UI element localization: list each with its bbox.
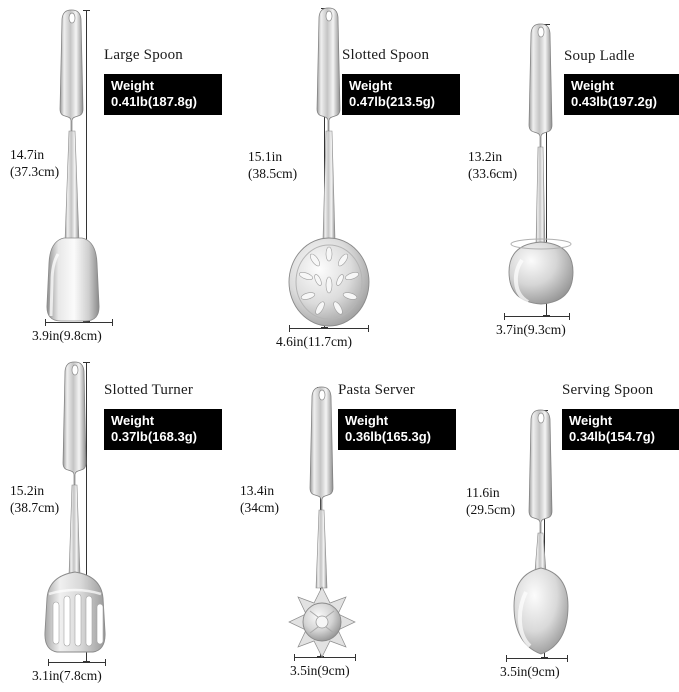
length-cm: (37.3cm) bbox=[10, 164, 60, 179]
item-title: Slotted Turner bbox=[104, 382, 194, 398]
length-inches: 14.7in bbox=[10, 147, 45, 162]
weight-value: 0.37lb(168.3g) bbox=[111, 429, 197, 444]
slotted-spoon-graphic bbox=[282, 4, 378, 326]
weight-label: Weight bbox=[111, 78, 155, 93]
length-inches: 13.4in bbox=[240, 483, 275, 498]
weight-value: 0.34lb(154.7g) bbox=[569, 429, 655, 444]
item-title: Pasta Server bbox=[338, 382, 415, 398]
length-inches: 13.2in bbox=[468, 149, 503, 164]
length-cm: (33.6cm) bbox=[468, 166, 518, 181]
width-label: 3.5in(9cm) bbox=[500, 664, 560, 679]
item-title: Soup Ladle bbox=[564, 48, 635, 64]
length-label bbox=[240, 482, 279, 516]
slotted-turner-graphic bbox=[40, 358, 122, 664]
item-title: Large Spoon bbox=[104, 47, 183, 63]
soup-ladle-graphic bbox=[504, 20, 584, 322]
item-title: Serving Spoon bbox=[562, 382, 654, 398]
weight-value: 0.36lb(165.3g) bbox=[345, 429, 431, 444]
width-label: 3.7in(9.3cm) bbox=[496, 322, 566, 337]
length-inches: 11.6in bbox=[466, 485, 500, 500]
width-label: 3.9in(9.8cm) bbox=[32, 328, 102, 343]
width-label: 3.5in(9cm) bbox=[290, 663, 350, 678]
length-cm: (38.5cm) bbox=[248, 166, 298, 181]
length-inches: 15.2in bbox=[10, 483, 45, 498]
pasta-server-graphic bbox=[288, 383, 368, 661]
weight-label: Weight bbox=[111, 413, 155, 428]
weight-label: Weight bbox=[349, 78, 393, 93]
weight-label: Weight bbox=[345, 413, 389, 428]
width-dimension-line bbox=[289, 328, 369, 329]
weight-label: Weight bbox=[569, 413, 613, 428]
serving-spoon-graphic bbox=[508, 406, 588, 662]
width-label: 4.6in(11.7cm) bbox=[276, 334, 352, 349]
length-inches: 15.1in bbox=[248, 149, 283, 164]
weight-value: 0.47lb(213.5g) bbox=[349, 94, 435, 109]
weight-value: 0.43lb(197.2g) bbox=[571, 94, 657, 109]
item-title: Slotted Spoon bbox=[342, 47, 430, 63]
length-cm: (34cm) bbox=[240, 500, 279, 515]
width-label: 3.1in(7.8cm) bbox=[32, 668, 102, 683]
weight-value: 0.41lb(187.8g) bbox=[111, 94, 197, 109]
length-cm: (38.7cm) bbox=[10, 500, 60, 515]
large-spoon-graphic bbox=[36, 6, 126, 322]
length-cm: (29.5cm) bbox=[466, 502, 516, 517]
width-dimension-line bbox=[45, 322, 113, 323]
weight-label: Weight bbox=[571, 78, 615, 93]
